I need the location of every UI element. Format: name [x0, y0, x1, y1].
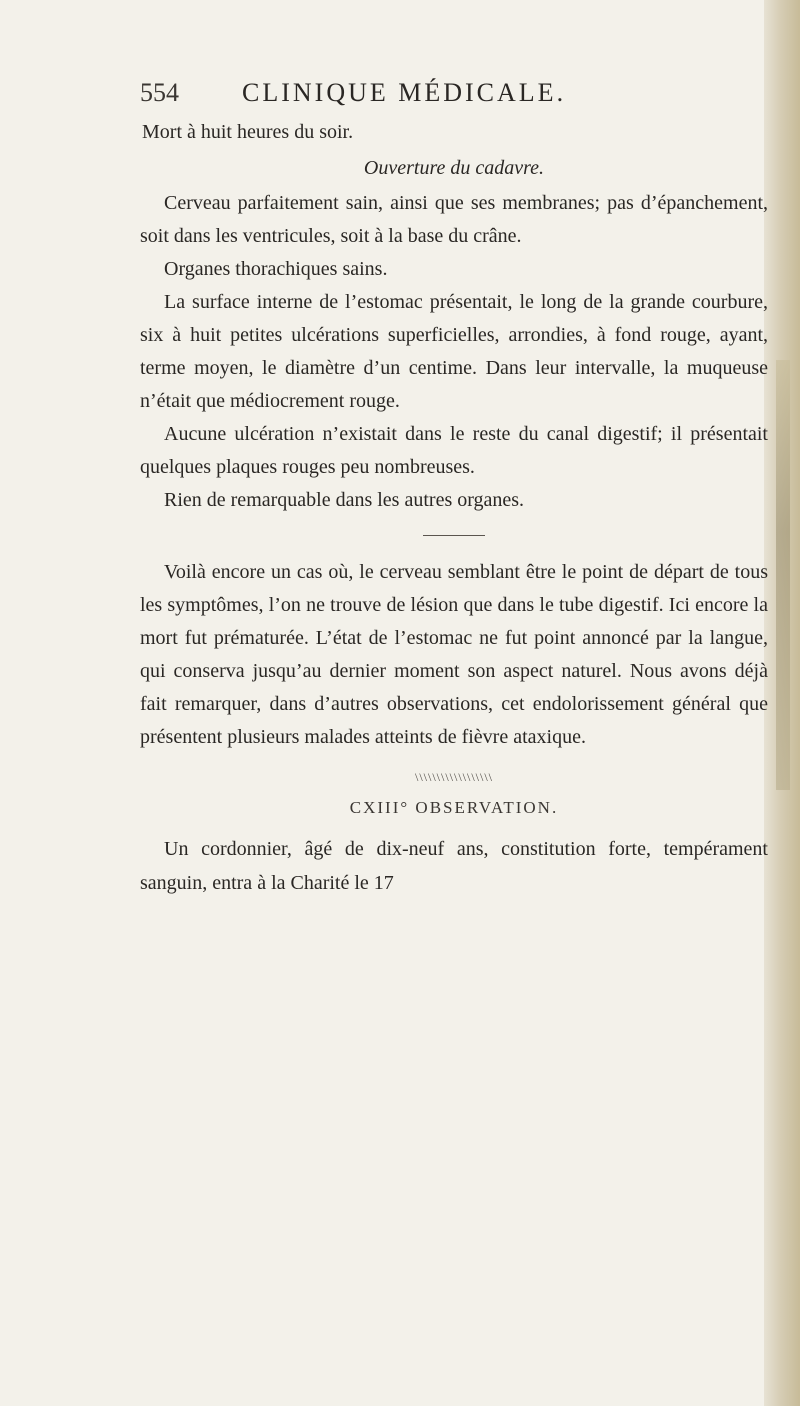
- observation-title: CXIII° OBSERVATION.: [349, 798, 559, 817]
- first-line: Mort à huit heures du soir.: [142, 121, 354, 143]
- ornament-divider: \\\\\\\\\\\\\\\\\\: [414, 770, 493, 784]
- page-content: [140, 78, 768, 900]
- paragraph-rien: Rien de remarquable dans les autres organes.: [164, 489, 525, 511]
- section-title: Ouverture du cadavre.: [363, 157, 545, 179]
- paragraph-estomac: La surface interne de l’estomac présentait, le long de la grande courbure, six à huit petites ulcérations superficielles, arrondies, à fond rouge, ayant, terme moyen, le diamètre d’un centime. Dans leur intervalle, la muqueuse n’était que médiocrement rouge.: [140, 291, 768, 412]
- paragraph-cerveau: Cerveau parfaitement sain, ainsi que ses membranes; pas d’épanchement, soit dans les ventricules, soit à la base du crâne.: [140, 192, 768, 247]
- page-edge-shadow: [776, 360, 790, 790]
- page-number: 554: [140, 78, 179, 107]
- paragraph-ulceration: Aucune ulcération n’existait dans le reste du canal digestif; il présentait quelques plaques rouges peu nombreuses.: [140, 423, 768, 478]
- running-title: CLINIQUE MÉDICALE.: [242, 78, 567, 107]
- running-head: [140, 78, 768, 108]
- paragraph-commentary: Voilà encore un cas où, le cerveau semblant être le point de départ de tous les symptômes, l’on ne trouve de lésion que dans le tube digestif. Ici encore la mort fut prématurée. L’état de l’estomac ne fut point annoncé par la langue, qui conserva jusqu’au dernier moment son aspect naturel. Nous avons déjà fait remarquer, dans d’autres observations, cet endolorissement général que présentent plusieurs malades atteints de fièvre ataxique.: [140, 561, 768, 748]
- paragraph-organes: Organes thorachiques sains.: [164, 258, 388, 280]
- paragraph-observation: Un cordonnier, âgé de dix-neuf ans, constitution forte, tempérament sanguin, entra à la Charité le 17: [140, 838, 768, 894]
- divider-rule: [423, 535, 485, 536]
